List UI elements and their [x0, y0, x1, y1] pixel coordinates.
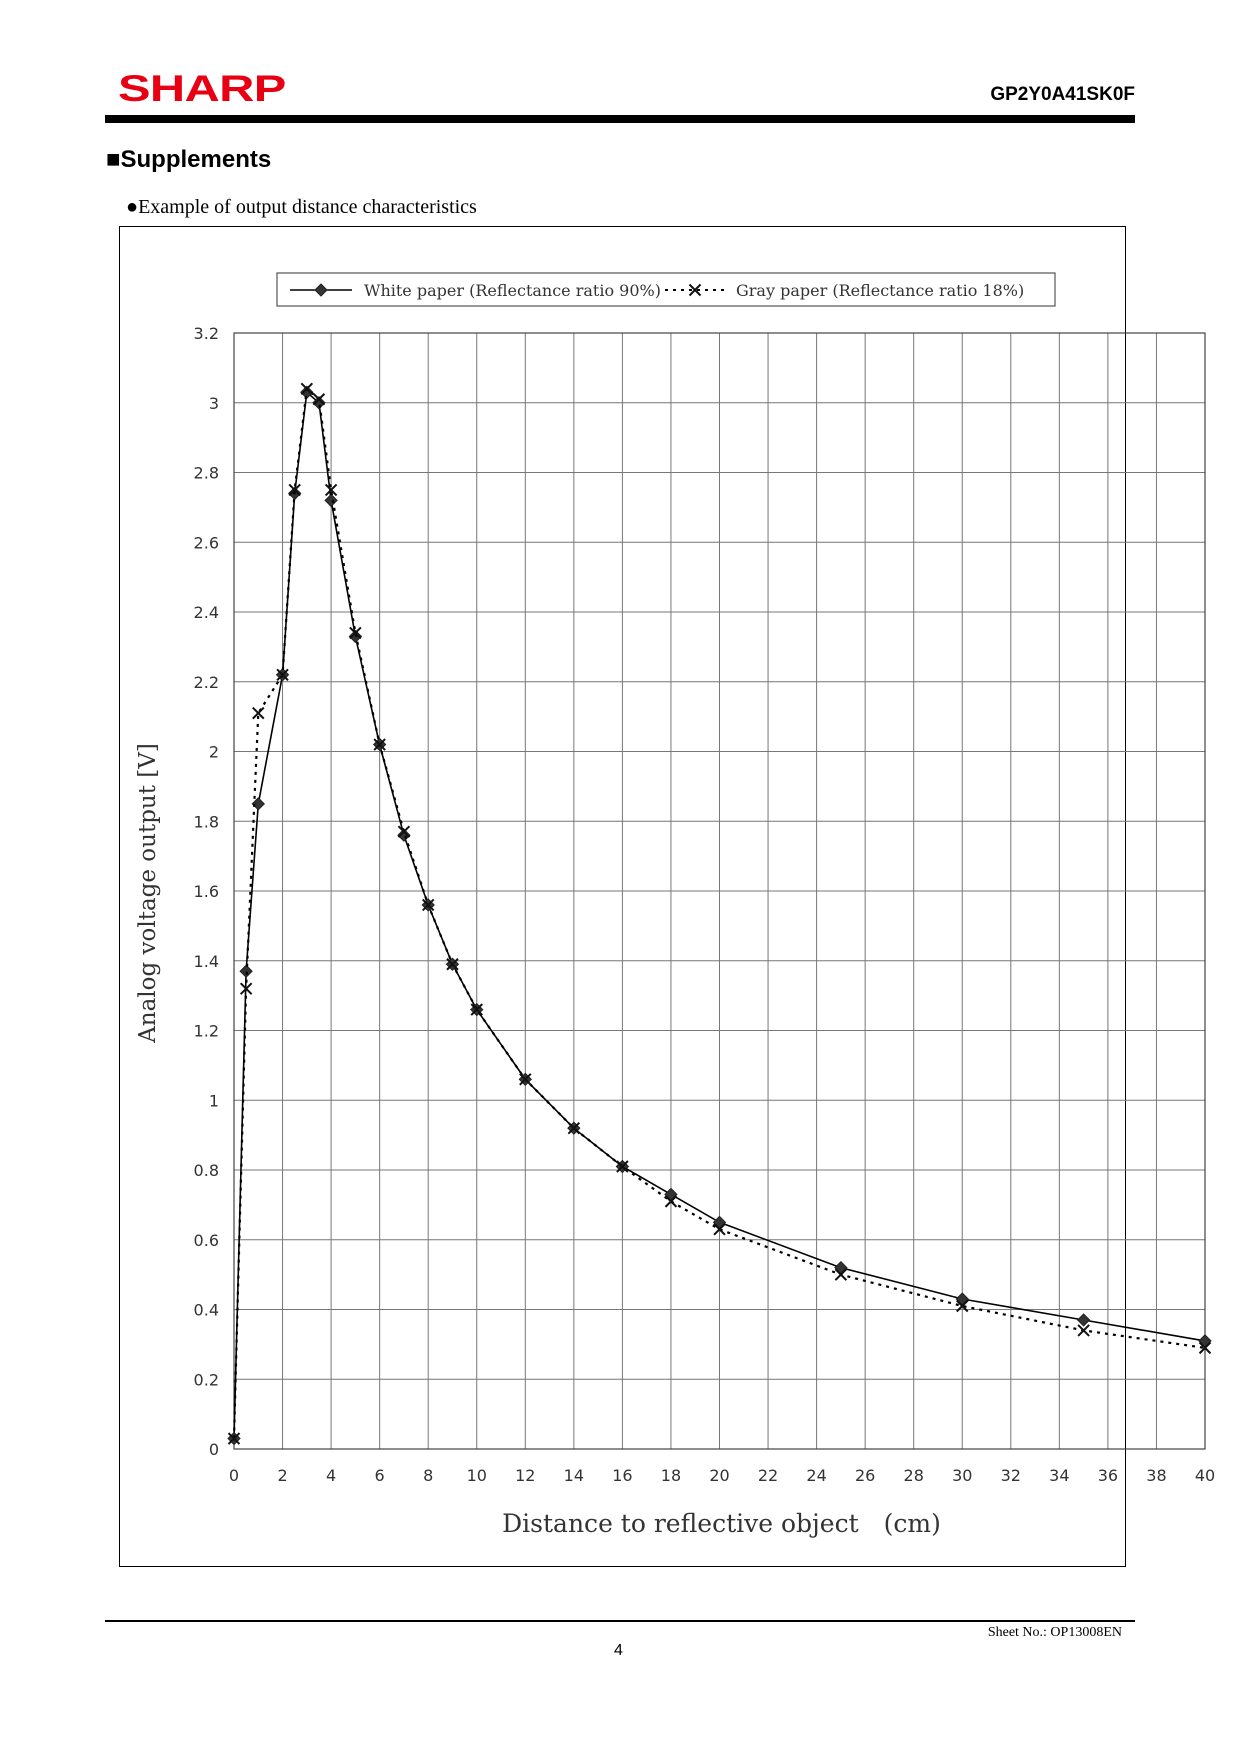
- y-tick-label: 1.8: [193, 812, 219, 832]
- y-tick-label: 0: [208, 1440, 219, 1459]
- y-tick-label: 1.4: [193, 951, 219, 971]
- x-tick-label: 38: [1146, 1466, 1167, 1485]
- legend: [277, 273, 1055, 306]
- x-tick-label: 4: [326, 1466, 337, 1485]
- sharp-logo: SHARP: [118, 68, 286, 109]
- x-tick-label: 14: [563, 1466, 585, 1485]
- data-point: [325, 494, 337, 506]
- chart-frame: [119, 226, 1216, 1567]
- data-point: [252, 798, 264, 810]
- y-tick-label: 0.8: [193, 1161, 219, 1180]
- section-title: ■Supplements: [106, 146, 272, 173]
- x-tick-label: 30: [952, 1466, 973, 1485]
- x-tick-label: 40: [1194, 1466, 1216, 1485]
- y-tick-label: 0.4: [193, 1300, 219, 1320]
- y-tick-label: 2.2: [193, 672, 219, 692]
- data-point: [956, 1293, 968, 1305]
- x-tick-label: 16: [612, 1466, 633, 1485]
- x-tick-label: 12: [515, 1466, 536, 1485]
- y-tick-label: 1.2: [193, 1021, 219, 1041]
- sheet-number: Sheet No.: OP13008EN: [987, 1625, 1122, 1640]
- y-axis-label: Analog voltage output [V]: [135, 743, 161, 1043]
- x-tick-label: 6: [374, 1466, 385, 1485]
- y-tick-label: 1.6: [193, 882, 219, 901]
- x-tick-label: 24: [806, 1466, 827, 1485]
- y-tick-label: 2.8: [193, 463, 219, 483]
- header-rule: [105, 115, 1135, 123]
- footer-rule: [105, 1620, 1135, 1622]
- x-tick-label: 22: [757, 1466, 779, 1485]
- y-tick-label: 1: [208, 1091, 219, 1111]
- data-point: [835, 1262, 847, 1274]
- y-tick-label: 3: [208, 393, 219, 413]
- x-tick-label: 0: [228, 1466, 240, 1485]
- chart-caption: ●Example of output distance characteristics: [126, 196, 477, 218]
- y-tick-label: 2: [208, 742, 219, 762]
- x-axis-label: Distance to reflective object (cm): [502, 1509, 941, 1538]
- model-number: GP2Y0A41SK0F: [990, 84, 1135, 105]
- x-tick-label: 10: [466, 1466, 487, 1485]
- data-point: [1199, 1335, 1211, 1347]
- legend-label: White paper (Reflectance ratio 90%): [364, 281, 661, 300]
- grid-lines: [234, 333, 1205, 1449]
- x-tick-label: 28: [903, 1466, 924, 1485]
- y-tick-label: 2.6: [193, 533, 219, 553]
- x-tick-label: 18: [660, 1466, 682, 1485]
- y-tick-label: 2.4: [193, 603, 219, 622]
- data-point: [240, 965, 252, 977]
- x-tick-label: 20: [709, 1466, 730, 1485]
- x-tick-label: 26: [854, 1466, 876, 1485]
- y-tick-label: 0.2: [193, 1370, 219, 1390]
- x-tick-label: 32: [1000, 1466, 1021, 1485]
- page-number: 4: [614, 1642, 623, 1659]
- legend-label: Gray paper (Reflectance ratio 18%): [736, 281, 1025, 300]
- y-tick-label: 3.2: [193, 324, 219, 343]
- distance-voltage-chart: [120, 227, 1216, 1565]
- x-tick-label: 8: [423, 1466, 434, 1485]
- data-point: [1078, 1314, 1090, 1326]
- x-tick-label: 2: [277, 1466, 288, 1485]
- y-tick-label: 0.6: [193, 1230, 219, 1250]
- x-tick-label: 36: [1097, 1466, 1119, 1485]
- x-tick-label: 34: [1049, 1466, 1070, 1485]
